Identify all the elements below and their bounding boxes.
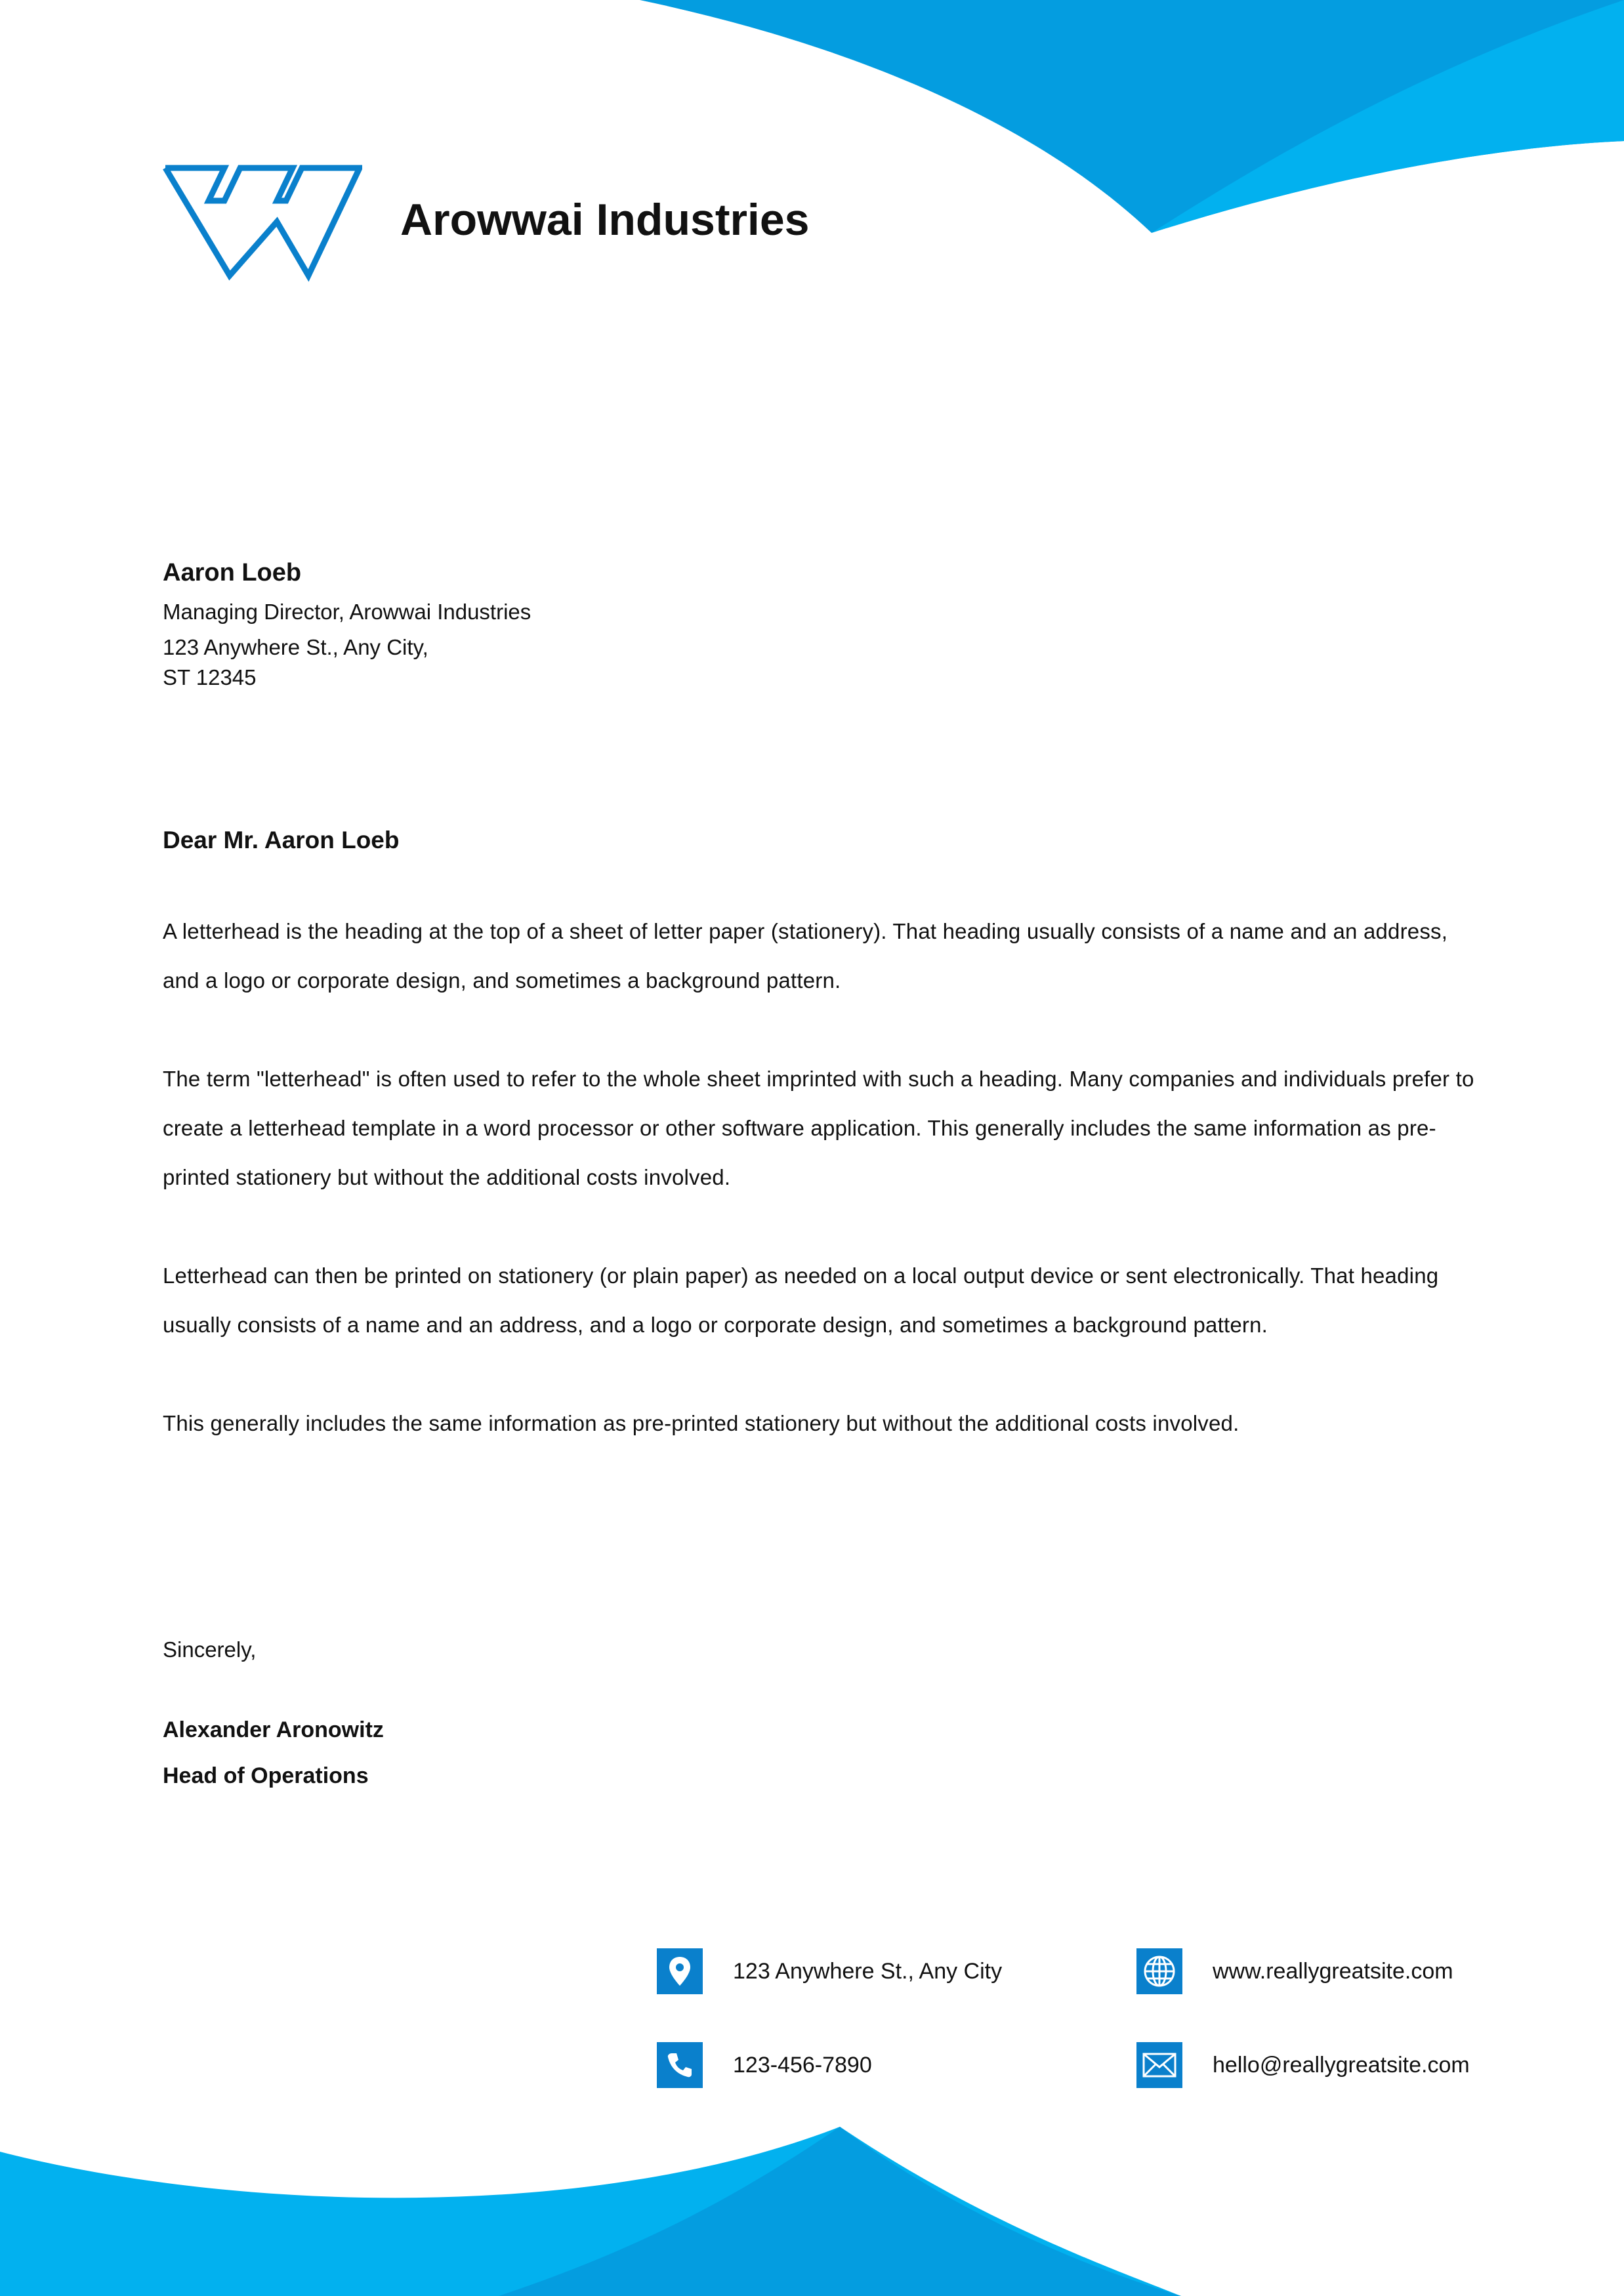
contact-address (657, 1948, 1002, 1994)
contact-address-text: 123 Anywhere St., Any City (733, 1958, 1003, 1984)
signer-title: Head of Operations (163, 1763, 369, 1788)
envelope-icon (1136, 2042, 1182, 2088)
letter-body (163, 907, 1475, 1497)
salutation: Dear Mr. Aaron Loeb (163, 827, 400, 853)
company-name: Arowwai Industries (400, 195, 810, 245)
body-paragraph: A letterhead is the heading at the top of a sheet of letter paper (stationery). That heading usually consists of a name and an address, and a logo or corporate design, and sometimes a background pattern. (163, 919, 1448, 993)
location-pin-icon (657, 1948, 703, 1994)
contact-email-text[interactable]: hello@reallygreatsite.com (1213, 2052, 1470, 2078)
contact-website (1136, 1948, 1453, 1994)
arowwai-w-logo-icon (161, 164, 362, 282)
signer-name: Alexander Aronowitz (163, 1717, 384, 1742)
recipient-address-line1: 123 Anywhere St., Any City, (163, 635, 428, 659)
closing: Sincerely, (163, 1637, 257, 1662)
body-paragraph: The term "letterhead" is often used to refer to the whole sheet imprinted with such a heading. Many companies and individuals prefer to create a letterhead template in a word processor or other software application. This generally includes the same information as pre-printed stationery but without the additional costs involved. (163, 1067, 1474, 1189)
signer-block (163, 1707, 384, 1799)
phone-icon (657, 2042, 703, 2088)
contact-email (1136, 2042, 1470, 2088)
body-paragraph: This generally includes the same information as pre-printed stationery but without the additional costs involved. (163, 1411, 1239, 1435)
recipient-name: Aaron Loeb (163, 559, 302, 586)
body-paragraph: Letterhead can then be printed on stationery (or plain paper) as needed on a local output device or sent electronically. That heading usually consists of a name and an address, and a logo or corporate design, and sometimes a background pattern. (163, 1263, 1439, 1337)
contact-phone (657, 2042, 872, 2088)
recipient-block (163, 556, 531, 693)
contact-website-text[interactable]: www.reallygreatsite.com (1213, 1958, 1453, 1984)
recipient-address-line2: ST 12345 (163, 665, 257, 689)
contact-phone-text: 123-456-7890 (733, 2052, 872, 2078)
recipient-title: Managing Director, Arowwai Industries (163, 600, 531, 624)
globe-icon (1136, 1948, 1182, 1994)
